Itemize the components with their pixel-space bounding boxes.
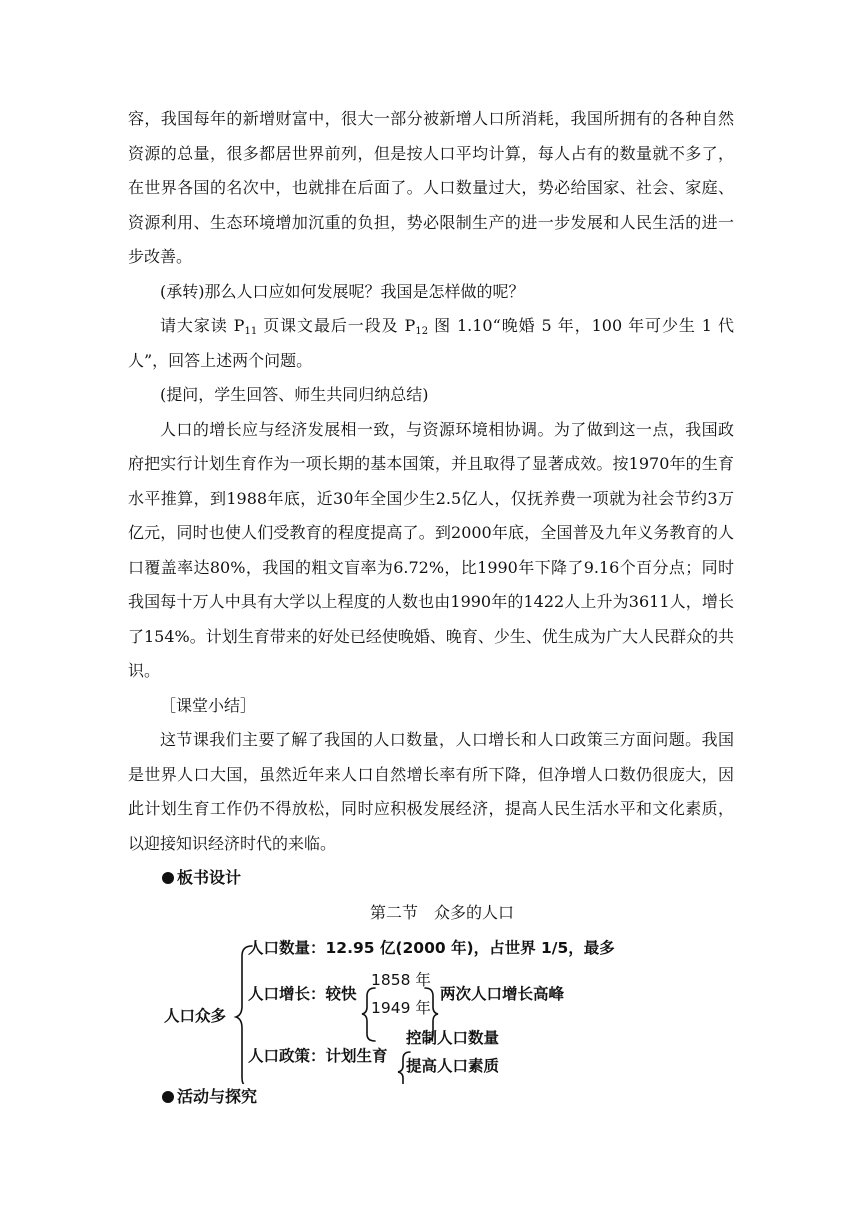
paragraph-reading-task bbox=[128, 309, 734, 378]
paragraph-summary: 这节课我们主要了解了我国的人口数量，人口增长和人口政策三方面问题。我国是世界人口大国，虽然近年来人口自然增长率有所下降，但净增人口数仍很庞大，因此计划生育工作仍不得放松，同时应积极发展经济，提高人民生活水平和文化素质，以迎接知识经济时代的来临。 bbox=[128, 730, 734, 853]
board-year-1858: 1858 年 bbox=[371, 970, 431, 989]
board-design-diagram bbox=[128, 896, 734, 1084]
board-policy-improve: 提高人口素质 bbox=[406, 1056, 500, 1075]
board-policy: 人口政策：计划生育 bbox=[248, 1046, 388, 1065]
section-class-summary: ［课堂小结］ bbox=[160, 695, 257, 715]
document-page bbox=[128, 102, 734, 1114]
board-peaks: 两次人口增长高峰 bbox=[440, 984, 565, 1003]
reading-text-3: 图 1.10“晚婚 5 年，100 年可少生 1 代人”，回答上述两个问题。 bbox=[128, 316, 734, 370]
bullet-dot-icon bbox=[162, 1091, 174, 1103]
paragraph-discussion-note: (提问，学生回答、师生共同归纳总结) bbox=[160, 385, 429, 404]
page-number-11: 11 bbox=[244, 326, 258, 337]
paragraph-transition-question: (承转)那么人口应如何发展呢？我国是怎样做的呢？ bbox=[160, 281, 525, 301]
board-title: 第二节 众多的人口 bbox=[370, 902, 515, 922]
bullet-dot-icon bbox=[162, 872, 174, 884]
reading-text-2: 页课文最后一段及 P bbox=[257, 316, 416, 335]
heading-activity-inquiry: 活动与探究 bbox=[128, 1080, 734, 1115]
reading-text-1: 请大家读 P bbox=[160, 316, 245, 335]
heading-board-design: 板书设计 bbox=[128, 861, 734, 896]
paragraph-population-burden: 容，我国每年的新增财富中，很大一部分被新增人口所消耗，我国所拥有的各种自然资源的总量，很多都居世界前列，但是按人口平均计算，每人占有的数量就不多了，在世界各国的名次中，也就排在后面了。人口数量过大，势必给国家、社会、家庭、资源利用、生态环境增加沉重的负担，势必限制生产的进一步发展和人民生活的进一步改善。 bbox=[128, 109, 734, 266]
board-root: 人口众多 bbox=[164, 1006, 227, 1025]
page-number-12: 12 bbox=[415, 326, 429, 337]
board-quantity: 人口数量：12.95 亿(2000 年)，占世界 1/5，最多 bbox=[248, 938, 615, 957]
board-year-1949: 1949 年 bbox=[371, 998, 431, 1017]
paragraph-family-planning: 人口的增长应与经济发展相一致，与资源环境相协调。为了做到这一点，我国政府把实行计划生育作为一项长期的基本国策，并且取得了显著成效。按1970年的生育水平推算，到1988年底，近30年全国少生2.5亿人，仅抚养费一项就为社会节约3万亿元，同时也使人们受教育的程度提高了。到2000年底，全国普及九年义务教育的人口覆盖率达80%，我国的粗文盲率为6.72%，比1990年下降了9.16个百分点；同时我国每十万人中具有大学以上程度的人数也由1990年的1422人上升为3611人，增长了154%。计划生育带来的好处已经使晚婚、晚育、少生、优生成为广大人民群众的共识。 bbox=[128, 419, 734, 680]
board-growth: 人口增长：较快 bbox=[248, 984, 357, 1003]
board-policy-control: 控制人口数量 bbox=[406, 1028, 500, 1047]
